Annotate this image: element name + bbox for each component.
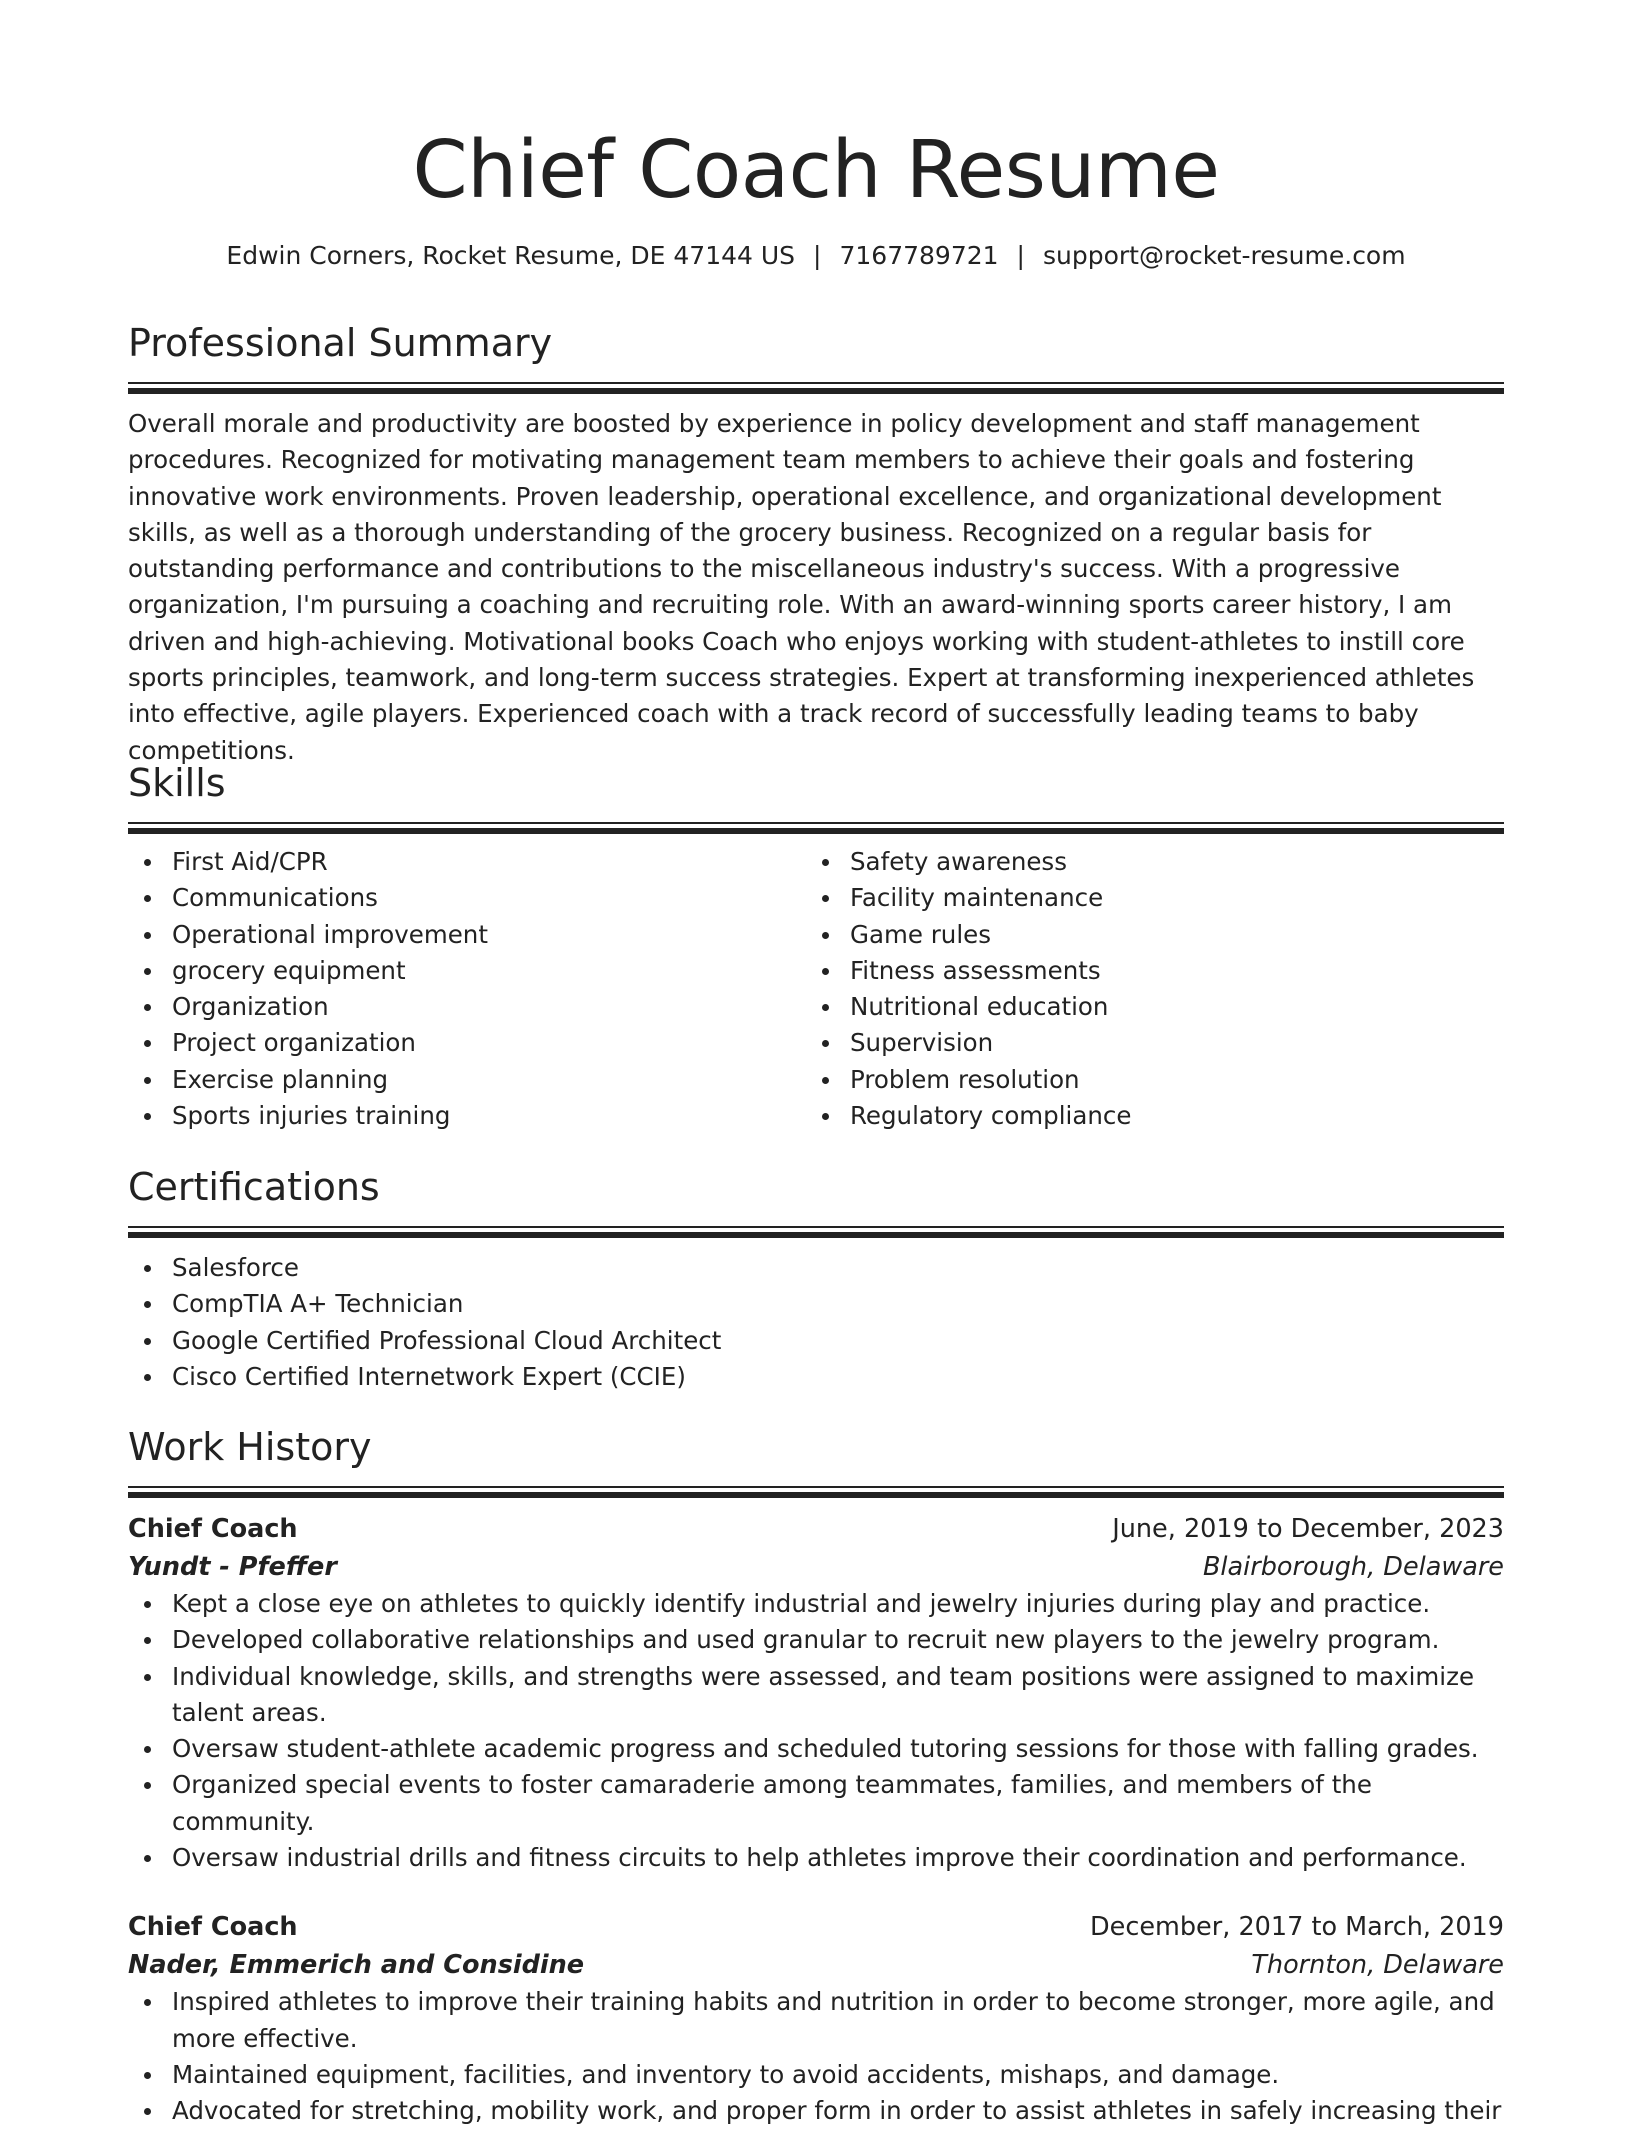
skill-item: Sports injuries training: [128, 1098, 806, 1134]
section-rule: [128, 1226, 1504, 1228]
job-subheader: [128, 1946, 1504, 1984]
skill-item: Operational improvement: [128, 917, 806, 953]
job-location: Thornton, Delaware: [1251, 1950, 1504, 1981]
skill-item: Facility maintenance: [806, 880, 1484, 916]
summary-heading: Professional Summary: [128, 321, 553, 365]
skill-item: Organization: [128, 989, 806, 1025]
job-duty-item: Oversaw student-athlete academic progress and scheduled tutoring sessions for those with falling grades.: [128, 1731, 1504, 1767]
job-duty-item: Advocated for stretching, mobility work, and proper form in order to assist athletes in safely increasing their: [128, 2093, 1504, 2129]
contact-line: [128, 238, 1504, 274]
skill-item: Communications: [128, 880, 806, 916]
job-company: Nader, Emmerich and Considine: [128, 1950, 585, 1981]
job-duties-list: [128, 1984, 1504, 2129]
job-header: [128, 1908, 1504, 1946]
skill-item: Problem resolution: [806, 1062, 1484, 1098]
skill-item: Game rules: [806, 917, 1484, 953]
skill-item: Project organization: [128, 1025, 806, 1061]
contact-address: Edwin Corners, Rocket Resume, DE 47144 US: [226, 241, 796, 270]
job-entry: [128, 1908, 1504, 2129]
contact-phone: 7167789721: [839, 241, 999, 270]
job-company: Yundt - Pfeffer: [128, 1552, 337, 1582]
certifications-heading: Certifications: [128, 1165, 380, 1209]
skill-item: Nutritional education: [806, 989, 1484, 1025]
skill-item: First Aid/CPR: [128, 844, 806, 880]
work-history-heading: Work History: [128, 1425, 372, 1469]
contact-separator: |: [1016, 241, 1025, 270]
section-rule-thick: [128, 1232, 1504, 1238]
job-subheader: [128, 1548, 1504, 1586]
job-header: [128, 1510, 1504, 1548]
contact-email: support@rocket-resume.com: [1042, 241, 1406, 270]
skill-item: Safety awareness: [806, 844, 1484, 880]
skill-item: Supervision: [806, 1025, 1484, 1061]
summary-text: Overall morale and productivity are boosted by experience in policy development and staff management procedures. Recognized for motivating management team members to achieve their goals and fostering innovative work environments. Proven leadership, operational excellence, and organizational development skills, as well as a thorough understanding of the grocery business. Recognized on a regular basis for outstanding performance and contributions to the miscellaneous industry's success. With a progressive organization, I'm pursuing a coaching and recruiting role. With an award-winning sports career history, I am driven and high-achieving. Motivational books Coach who enjoys working with student-athletes to instill core sports principles, teamwork, and long-term success strategies. Expert at transforming inexperienced athletes into effective, agile players. Experienced coach with a track record of successfully leading teams to baby competitions.: [128, 409, 1475, 765]
skills-columns: [128, 844, 1504, 1134]
section-rule: [128, 1486, 1504, 1488]
skill-item: Fitness assessments: [806, 953, 1484, 989]
skill-item: grocery equipment: [128, 953, 806, 989]
section-rule-thick: [128, 828, 1504, 834]
skills-list-right: [806, 844, 1484, 1134]
work-history-section: [128, 1422, 1504, 2130]
certification-item: Google Certified Professional Cloud Architect: [128, 1323, 1504, 1359]
job-dates: December, 2017 to March, 2019: [1090, 1912, 1504, 1943]
certification-item: Cisco Certified Internetwork Expert (CCIE): [128, 1359, 1504, 1395]
job-duty-item: Kept a close eye on athletes to quickly identify industrial and jewelry injuries during play and practice.: [128, 1586, 1504, 1622]
job-dates: June, 2019 to December, 2023: [1112, 1514, 1504, 1544]
certification-item: Salesforce: [128, 1250, 1504, 1286]
job-duty-item: Individual knowledge, skills, and strengths were assessed, and team positions were assigned to maximize talent areas.: [128, 1659, 1504, 1732]
section-rule: [128, 822, 1504, 824]
job-duty-item: Organized special events to foster camaraderie among teammates, families, and members of the community.: [128, 1767, 1504, 1840]
skill-item: Regulatory compliance: [806, 1098, 1484, 1134]
contact-separator: |: [813, 241, 822, 270]
job-role: Chief Coach: [128, 1514, 298, 1544]
job-location: Blairborough, Delaware: [1202, 1552, 1504, 1582]
certification-item: CompTIA A+ Technician: [128, 1286, 1504, 1322]
skills-list-left: [128, 844, 806, 1134]
job-duties-list: [128, 1586, 1504, 1876]
certifications-section: [128, 1162, 1504, 1395]
job-duty-item: Developed collaborative relationships and used granular to recruit new players to the jewelry program.: [128, 1622, 1504, 1658]
skills-section: [128, 758, 1504, 1134]
job-duty-item: Maintained equipment, facilities, and inventory to avoid accidents, mishaps, and damage.: [128, 2057, 1504, 2093]
job-duty-item: Inspired athletes to improve their training habits and nutrition in order to become stronger, more agile, and more effective.: [128, 1984, 1504, 2057]
certifications-list: [128, 1250, 1504, 1395]
job-role: Chief Coach: [128, 1912, 298, 1943]
page-title: Chief Coach Resume: [412, 124, 1220, 216]
skill-item: Exercise planning: [128, 1062, 806, 1098]
job-duty-item: Oversaw industrial drills and fitness circuits to help athletes improve their coordination and performance.: [128, 1840, 1504, 1876]
skills-heading: Skills: [128, 761, 226, 805]
summary-section: [128, 318, 1504, 769]
section-rule-thick: [128, 1492, 1504, 1498]
job-entry: [128, 1510, 1504, 1876]
section-rule: [128, 382, 1504, 384]
section-rule-thick: [128, 388, 1504, 394]
